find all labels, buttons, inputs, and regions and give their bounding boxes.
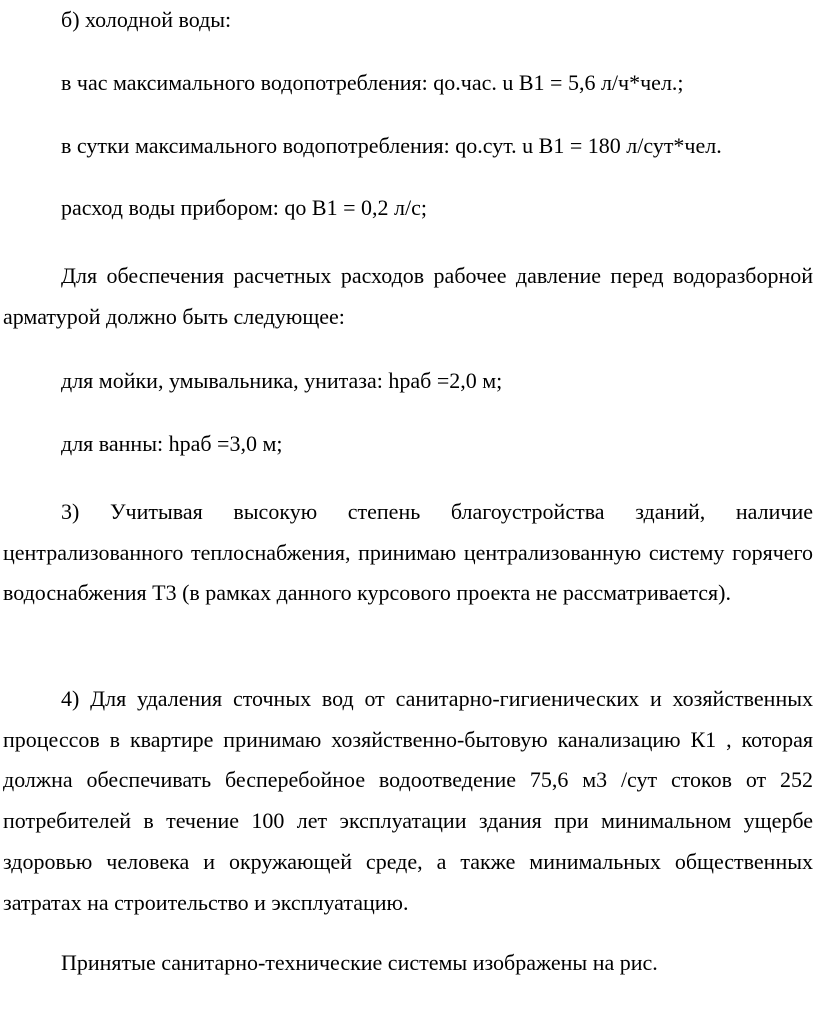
fixture-flow-line: расход воды прибором: qо B1 = 0,2 л/с;	[61, 195, 427, 220]
item-4-paragraph: 4) Для удаления сточных вод от санитарно-гигиенических и хозяйственных процессов в квартире принимаю хозяйственно-бытовую канализацию К1 , которая должна обеспечивать бесперебойное водоотведение 75,6 м3 /сут стоков от 252 потребителей в течение 100 лет эксплуатации здания при минимальном ущербе здоровью человека и окружающей среде, а также минимальных общественных затратах на строительство и эксплуатацию.	[3, 686, 813, 915]
pressure-bath-line: для ванны: hраб =3,0 м;	[61, 431, 283, 456]
pressure-intro-paragraph: Для обеспечения расчетных расходов рабочее давление перед водоразборной арматурой должно быть следующее:	[3, 263, 813, 329]
pressure-sink-line: для мойки, умывальника, унитаза: hраб =2,0 м;	[61, 368, 503, 393]
closing-line: Принятые санитарно-технические системы изображены на рис.	[61, 950, 658, 975]
item-3-paragraph: 3) Учитывая высокую степень благоустройства зданий, наличие централизованного теплоснабжения, принимаю централизованную систему горячего водоснабжения Т3 (в рамках данного курсового проекта не рассматривается).	[3, 499, 813, 606]
cold-water-heading: б) холодной воды:	[61, 7, 232, 32]
max-day-consumption-line: в сутки максимального водопотребления: qо.сут. u B1 = 180 л/сут*чел.	[61, 133, 722, 158]
max-hour-consumption-line: в час максимального водопотребления: qо.час. u B1 = 5,6 л/ч*чел.;	[61, 70, 684, 95]
